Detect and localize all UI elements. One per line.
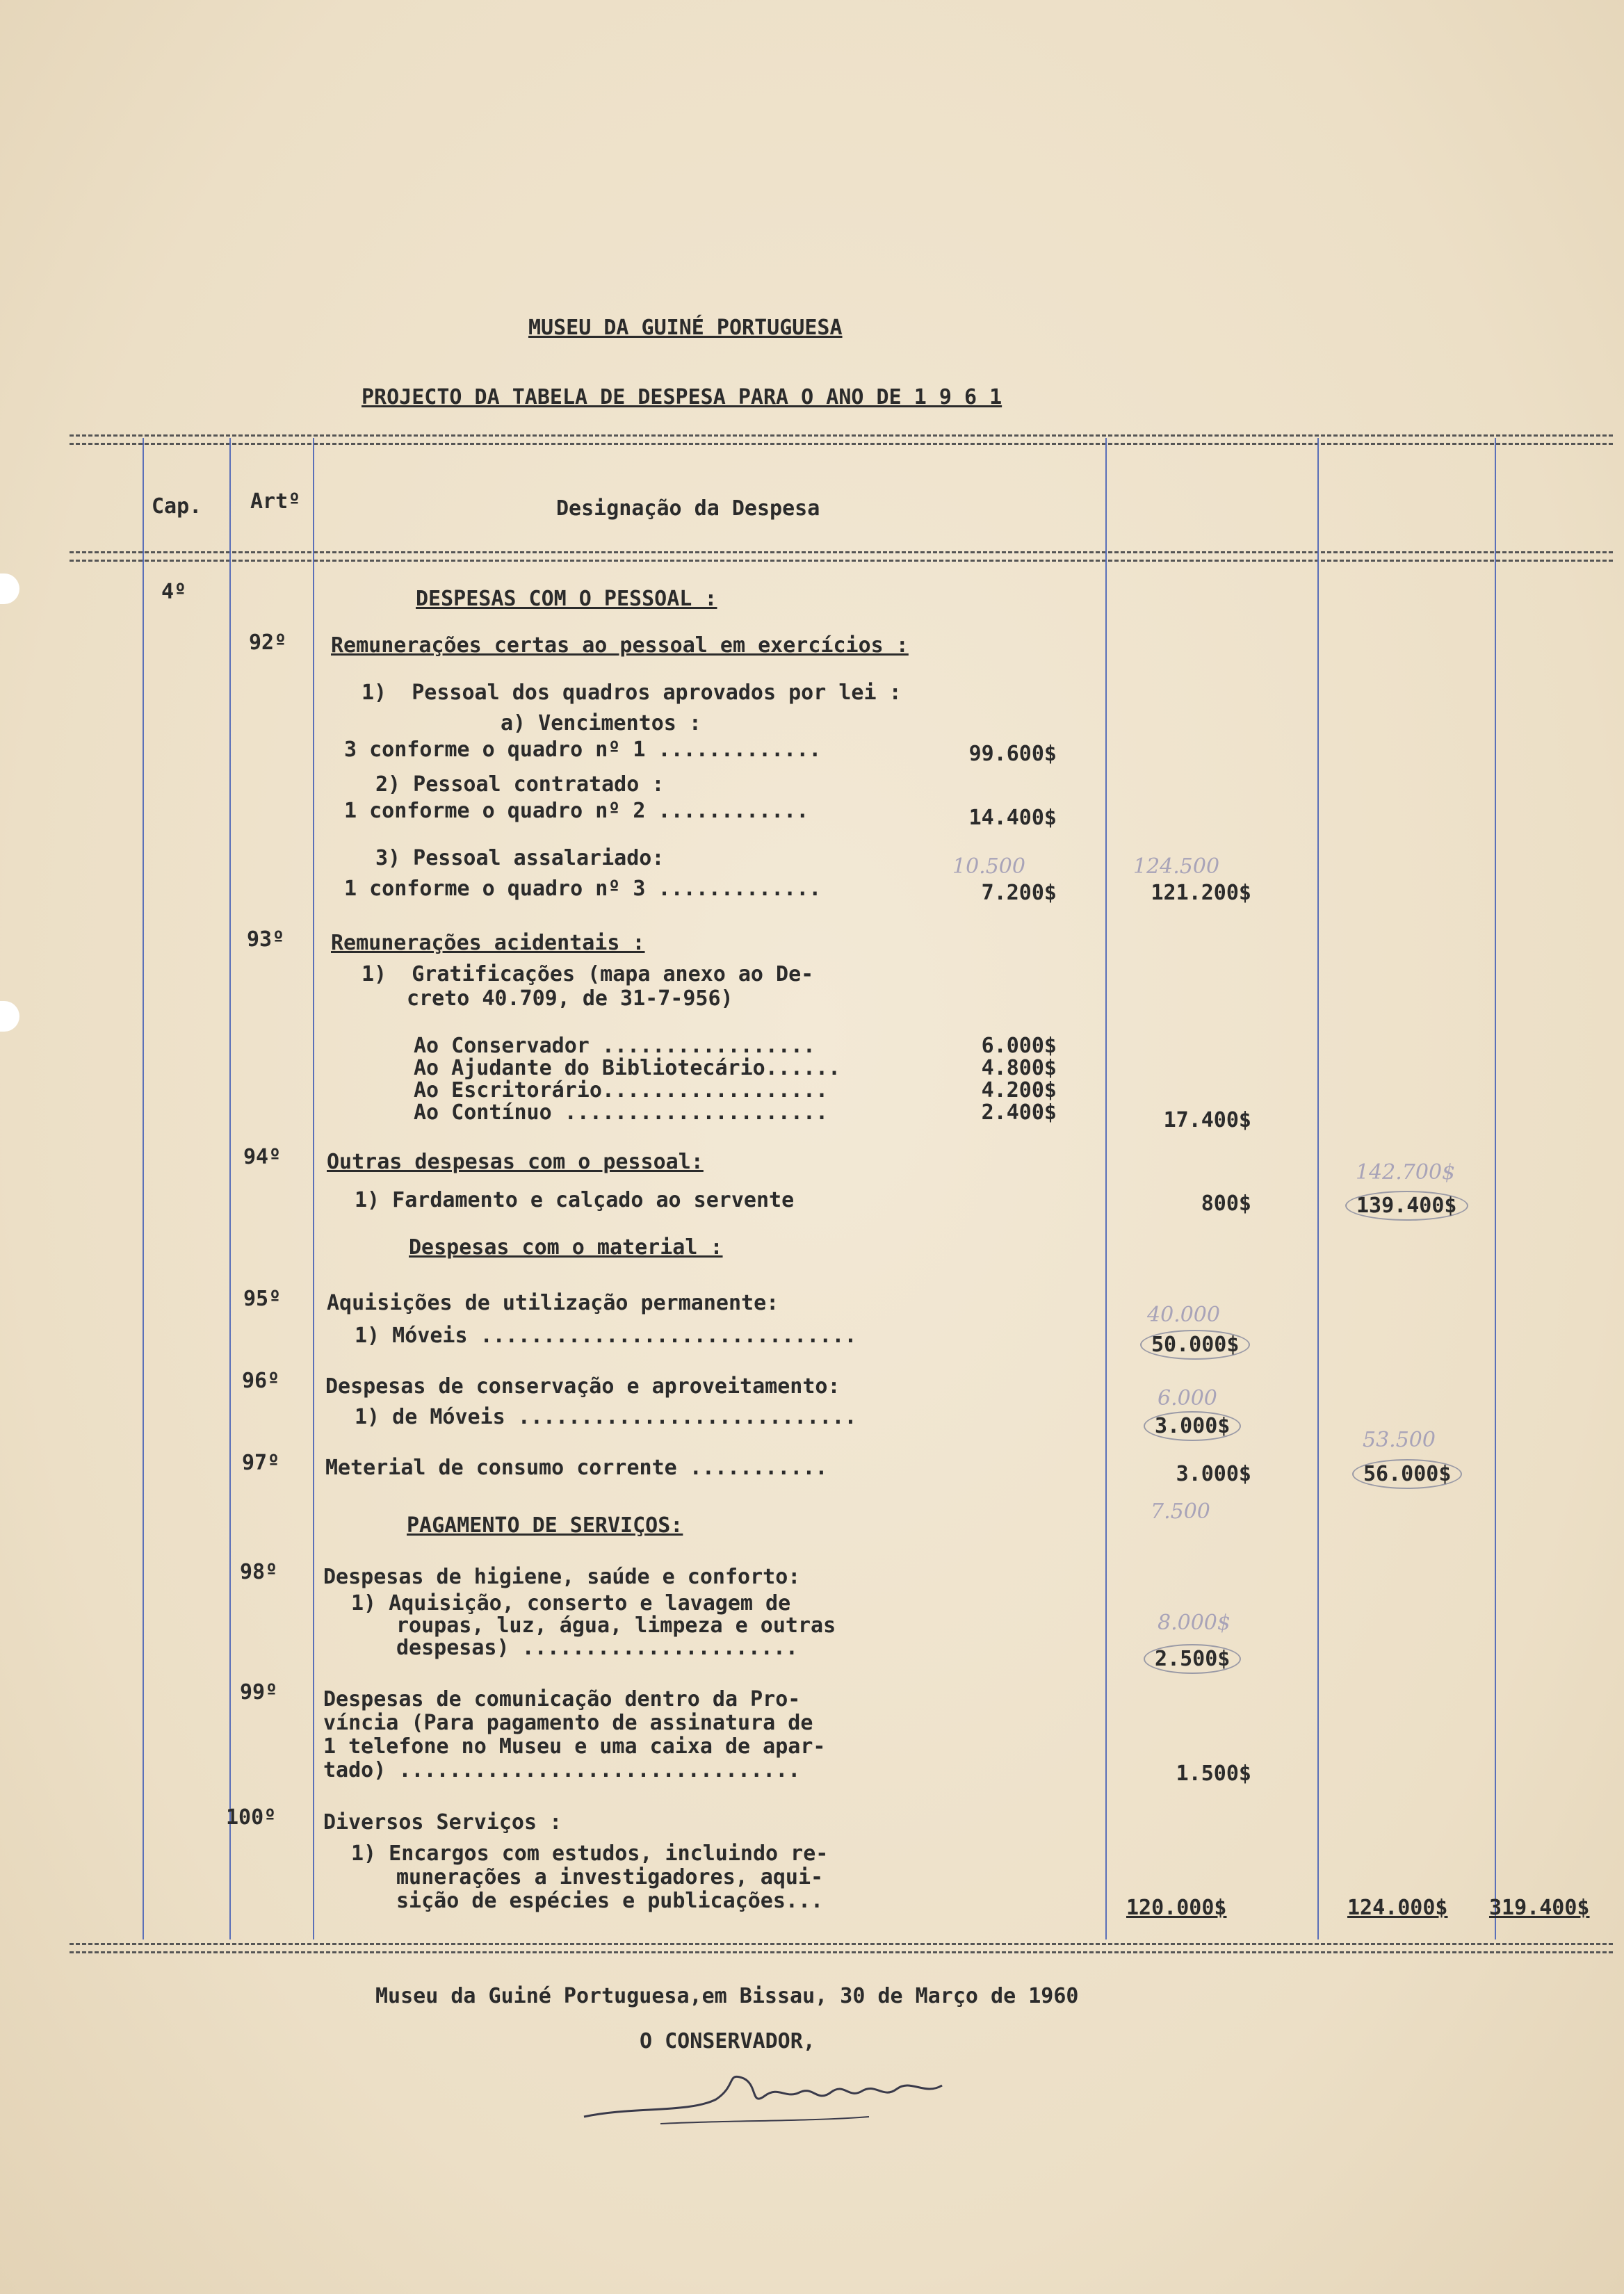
art92-val2: 14.400$ [968, 806, 1057, 830]
place-date: Museu da Guiné Portuguesa,em Bissau, 30 de Março de 1960 [375, 1984, 1079, 2008]
signature [577, 2058, 952, 2134]
signatory-role: O CONSERVADOR, [640, 2029, 815, 2053]
art100-title: Diversos Serviços : [323, 1810, 562, 1835]
art93-item-value: 2.400$ [981, 1100, 1057, 1125]
chapter-number: 4º [161, 580, 187, 604]
art92-hand3: 10.500 [952, 854, 1025, 879]
art98-hand: 8.000$ [1158, 1611, 1231, 1635]
art97-hand: 7.500 [1151, 1499, 1210, 1524]
art93-item-label: Ao Contínuo ..................... [414, 1100, 829, 1125]
art92-sub1: 1) Pessoal dos quadros aprovados por lei : [362, 681, 902, 705]
table-bottom-rule [70, 1943, 1613, 1945]
col-art: Artº [250, 489, 301, 514]
art92-val1: 99.600$ [968, 742, 1057, 766]
art93-item-value: 6.000$ [981, 1034, 1057, 1058]
col-designation: Designação da Despesa [556, 496, 820, 521]
institution-title: MUSEU DA GUINÉ PORTUGUESA [528, 316, 843, 340]
header-bottom-rule [70, 551, 1613, 553]
art93-total: 17.400$ [1163, 1108, 1251, 1132]
art99-l4: tado) ................................ [323, 1758, 801, 1782]
art96-title: Despesas de conservação e aproveitamento: [325, 1374, 841, 1399]
art98-num: 98º [240, 1560, 278, 1584]
art93-item-value: 4.200$ [981, 1078, 1057, 1103]
document-title: PROJECTO DA TABELA DE DESPESA PARA O ANO DE 1 9 6 1 [362, 385, 1002, 409]
art98-l1: 1) Aquisição, conserto e lavagem de [351, 1591, 791, 1616]
art94-grand: 139.400$ [1345, 1191, 1468, 1221]
art99-l2: víncia (Para pagamento de assinatura de [323, 1711, 813, 1735]
art96-line: 1) de Móveis ........................... [355, 1405, 857, 1429]
art100-l3: sição de espécies e publicações... [396, 1889, 824, 1913]
art95-total: 50.000$ [1140, 1330, 1250, 1360]
art97-num: 97º [242, 1451, 280, 1475]
art93-item-value: 4.800$ [981, 1056, 1057, 1080]
art94-num: 94º [243, 1145, 282, 1169]
column-divider [229, 438, 231, 1939]
art95-line: 1) Móveis .............................. [355, 1324, 857, 1348]
final-total: 319.400$ [1489, 1896, 1590, 1920]
art100-total: 120.000$ [1126, 1896, 1227, 1920]
art93-sub1b: creto 40.709, de 31-7-956) [407, 986, 733, 1011]
art97-grand: 56.000$ [1352, 1459, 1462, 1489]
art95-title: Aquisições de utilização permanente: [327, 1291, 779, 1315]
art99-num: 99º [240, 1680, 278, 1705]
art96-total: 3.000$ [1144, 1411, 1241, 1441]
art100-grand: 124.000$ [1347, 1896, 1448, 1920]
art97-line: Meterial de consumo corrente ........... [325, 1456, 828, 1480]
art99-l1: Despesas de comunicação dentro da Pro- [323, 1687, 801, 1711]
col-cap: Cap. [152, 494, 202, 519]
art93-title: Remunerações acidentais : [331, 931, 645, 955]
art92-title: Remunerações certas ao pessoal em exercícios : [331, 633, 909, 658]
art95-num: 95º [243, 1287, 282, 1311]
art99-total: 1.500$ [1176, 1762, 1251, 1786]
section-pessoal: DESPESAS COM O PESSOAL : [416, 587, 717, 611]
section-material: Despesas com o material : [409, 1235, 723, 1260]
section-servicos: PAGAMENTO DE SERVIÇOS: [407, 1513, 683, 1538]
art96-num: 96º [242, 1369, 280, 1393]
column-divider [313, 438, 314, 1939]
art97-total: 3.000$ [1176, 1462, 1251, 1486]
art92-total: 121.200$ [1151, 881, 1251, 905]
art100-l2: munerações a investigadores, aqui- [396, 1865, 824, 1889]
art95-hand: 40.000 [1147, 1303, 1220, 1327]
art94-hand-grand: 142.700$ [1356, 1160, 1456, 1185]
art93-num: 93º [247, 927, 285, 952]
header-bottom-rule-2 [70, 560, 1613, 562]
column-divider [143, 438, 144, 1939]
art92-val3: 7.200$ [981, 881, 1057, 905]
art98-total: 2.500$ [1144, 1644, 1241, 1674]
table-bottom-rule-2 [70, 1951, 1613, 1953]
art92-sub3: 3) Pessoal assalariado: [375, 846, 665, 870]
art94-total: 800$ [1201, 1191, 1251, 1216]
art92-line3: 1 conforme o quadro nº 3 ............. [344, 877, 822, 901]
art98-l2: roupas, luz, água, limpeza e outras [396, 1613, 836, 1638]
art92-sub1a: a) Vencimentos : [501, 711, 701, 735]
art92-line2: 1 conforme o quadro nº 2 ............ [344, 799, 809, 823]
art92-num: 92º [249, 631, 287, 655]
table-top-rule [70, 434, 1613, 437]
art98-l3: despesas) ...................... [396, 1636, 798, 1660]
art94-line: 1) Fardamento e calçado ao servente [355, 1188, 795, 1212]
art100-num: 100º [226, 1805, 277, 1830]
column-divider [1317, 438, 1319, 1939]
art92-line1: 3 conforme o quadro nº 1 ............. [344, 738, 822, 762]
art92-hand-total: 124.500 [1133, 854, 1220, 879]
column-divider [1105, 438, 1107, 1939]
art93-item-label: Ao Conservador ................. [414, 1034, 815, 1058]
art100-l1: 1) Encargos com estudos, incluindo re- [351, 1841, 829, 1866]
art92-sub2: 2) Pessoal contratado : [375, 772, 665, 797]
art97-hand-grand: 53.500 [1363, 1428, 1436, 1452]
table-top-rule-2 [70, 443, 1613, 445]
art96-hand: 6.000 [1158, 1386, 1217, 1410]
art93-sub1: 1) Gratificações (mapa anexo ao De- [362, 962, 814, 986]
art93-item-label: Ao Escritorário.................. [414, 1078, 829, 1103]
art98-title: Despesas de higiene, saúde e conforto: [323, 1565, 801, 1589]
art94-title: Outras despesas com o pessoal: [327, 1150, 704, 1174]
column-divider [1495, 438, 1496, 1939]
art99-l3: 1 telefone no Museu e uma caixa de apar- [323, 1734, 826, 1759]
art93-item-label: Ao Ajudante do Bibliotecário...... [414, 1056, 841, 1080]
